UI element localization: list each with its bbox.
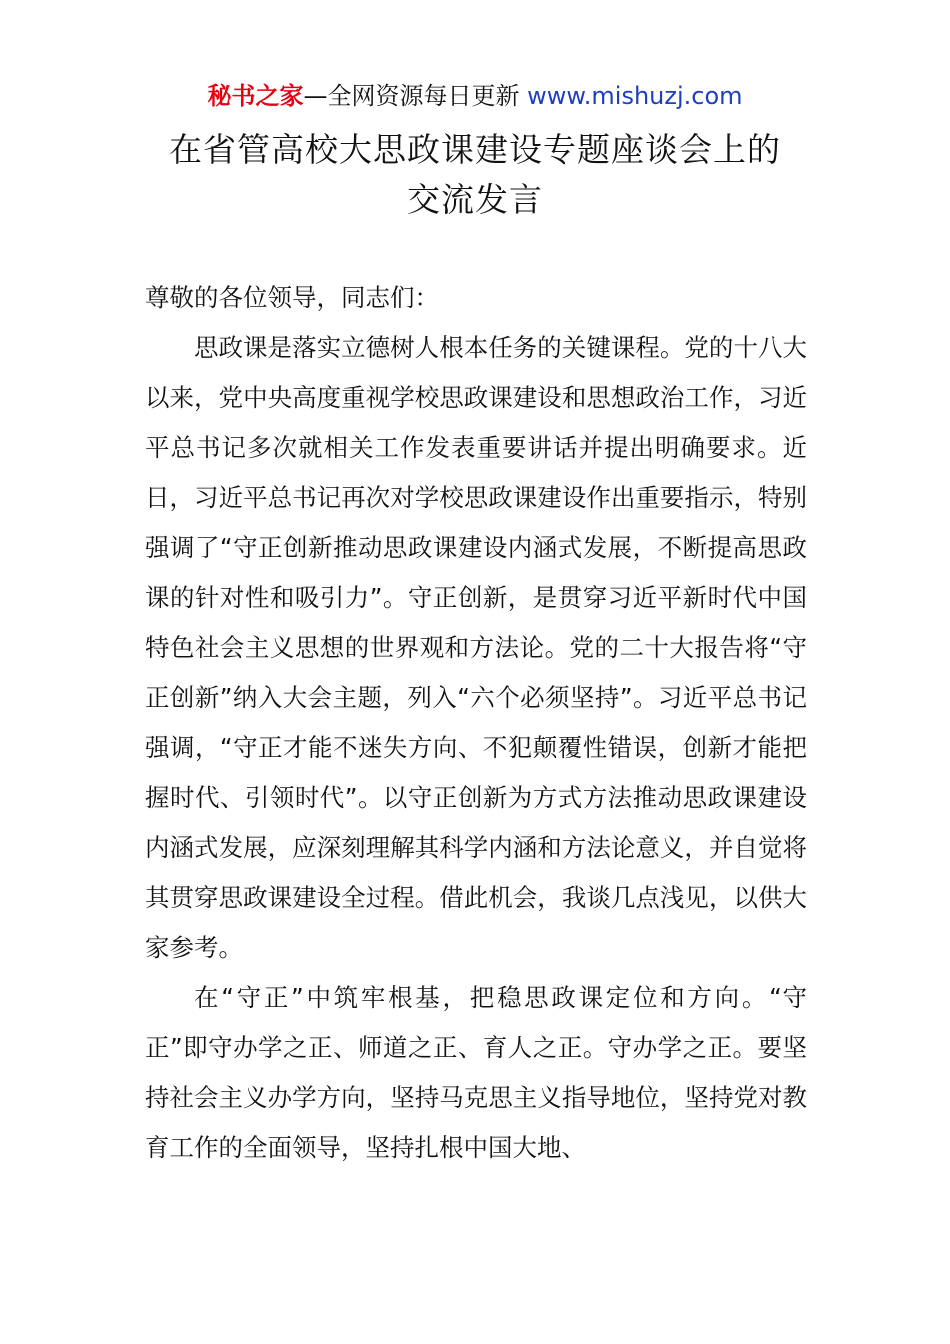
site-url[interactable]: www.mishuzj.com [527, 82, 743, 110]
document-title [100, 125, 850, 225]
paragraph-intro: 思政课是落实立德树人根本任务的关键课程。党的十八大以来，党中央高度重视学校思政课建设和思想政治工作，习近平总书记多次就相关工作发表重要讲话并提出明确要求。近日，习近平总书记再次对学校思政课建设作出重要指示，特别强调了“守正创新推动思政课建设内涵式发展，不断提高思政课的针对性和吸引力”。守正创新，是贯穿习近平新时代中国特色社会主义思想的世界观和方法论。党的二十大报告将“守正创新”纳入大会主题，列入“六个必须坚持”。习近平总书记强调，“守正才能不迷失方向、不犯颠覆性错误，创新才能把握时代、引领时代”。以守正创新为方式方法推动思政课建设内涵式发展，应深刻理解其科学内涵和方法论意义，并自觉将其贯穿思政课建设全过程。借此机会，我谈几点浅见，以供大家参考。 [145, 333, 807, 962]
brand-name: 秘书之家 [207, 82, 304, 110]
document-body [145, 273, 807, 1173]
paragraph-heading: 在“守正”中筑牢根基，把稳思政课定位和方向。 [194, 983, 770, 1012]
title-line-1: 在省管高校大思政课建设专题座谈会上的 [169, 130, 781, 169]
salutation: 尊敬的各位领导，同志们： [145, 283, 439, 312]
paragraph-content: “守正”即守办学之正、师道之正、育人之正。守办学之正。要坚持社会主义办学方向，坚持马克思主义指导地位，坚持党对教育工作的全面领导，坚持扎根中国大地、 [145, 983, 807, 1162]
title-line-2: 交流发言 [407, 180, 543, 219]
paragraph-shouzheng [145, 973, 807, 1173]
banner-tagline: —全网资源每日更新 [303, 82, 528, 110]
site-banner [0, 78, 950, 114]
